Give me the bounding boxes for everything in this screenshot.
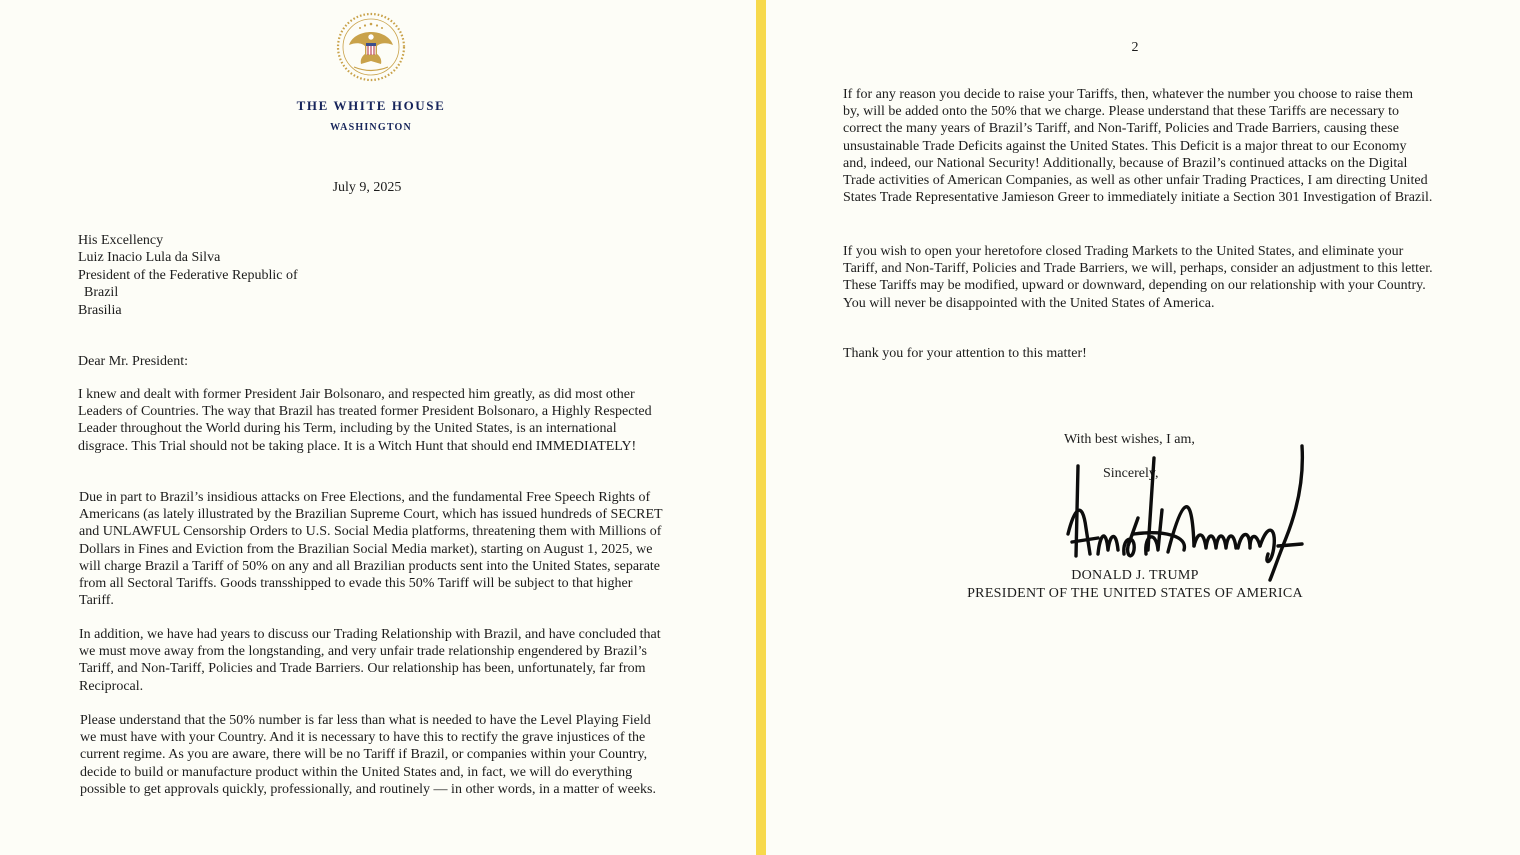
- signer-name: DONALD J. TRUMP: [1071, 568, 1199, 583]
- body-paragraph: In addition, we have had years to discuss our Trading Relationship with Brazil, and have concluded that we must move away from the longstanding, and very unfair trade relationship engendered by Brazil’s Tariff, and Non-Tariff, Policies and Trade Barriers. Our relationship has been, unfortunately, far from Reciprocal.: [79, 627, 661, 694]
- handwritten-signature: [1064, 438, 1312, 588]
- closing-thanks: Thank you for your attention to this matter!: [843, 346, 1087, 361]
- recipient-line-5: Brasilia: [78, 302, 122, 318]
- body-paragraph: Please understand that the 50% number is far less than what is needed to have the Level Playing Field we must have with your Country. And it is necessary to have this to rectify the grave injustices of the current regime. As you are aware, there will be no Tariff if Brazil, or companies within your Country, decide to build or manufacture product within the United States and, in fact, we will do everything possible to get approvals quickly, professionally, and routinely — in other words, in a matter of weeks.: [80, 713, 656, 797]
- recipient-line-2: Luiz Inacio Lula da Silva: [78, 250, 221, 266]
- letterhead-subtitle: WASHINGTON: [330, 122, 412, 133]
- salutation: Dear Mr. President:: [78, 354, 189, 369]
- page-number: 2: [1131, 40, 1139, 55]
- recipient-address: [78, 232, 298, 319]
- closing-wishes: With best wishes, I am,: [1064, 432, 1195, 447]
- recipient-line-4: Brazil: [84, 285, 119, 301]
- page-divider: [756, 0, 766, 855]
- presidential-seal-icon: [336, 12, 406, 82]
- letter-page-2: [766, 0, 1520, 855]
- letter-page-1: [0, 0, 756, 855]
- letterhead-title: THE WHITE HOUSE: [296, 98, 446, 113]
- recipient-line-1: His Excellency: [78, 233, 164, 248]
- closing-sincerely: Sincerely,: [1103, 466, 1159, 481]
- letter-date: July 9, 2025: [332, 180, 402, 195]
- body-paragraph: I knew and dealt with former President Jair Bolsonaro, and respected him greatly, as did most other Leaders of Countries. The way that Brazil has treated former President Bolsonaro, a Highly Respected Leader throughout the World during his Term, including by the United States, is an international disgrace. This Trial should not be taking place. It is a Witch Hunt that should end IMMEDIATELY!: [78, 387, 652, 454]
- signer-title: PRESIDENT OF THE UNITED STATES OF AMERICA: [967, 586, 1303, 601]
- body-paragraph: If you wish to open your heretofore closed Trading Markets to the United States, and eliminate your Tariff, and Non-Tariff, Policies and Trade Barriers, we will, perhaps, consider an adjustment to this letter. These Tariffs may be modified, upward or downward, depending on our relationship with your Country. You will never be disappointed with the United States of America.: [843, 244, 1433, 311]
- body-paragraph: If for any reason you decide to raise your Tariffs, then, whatever the number you choose to raise them by, will be added onto the 50% that we charge. Please understand that these Tariffs are necessary to correct the many years of Brazil’s Tariff, and Non-Tariff, Policies and Trade Barriers, causing these unsustainable Trade Deficits against the United States. This Deficit is a major threat to our Economy and, indeed, our National Security! Additionally, because of Brazil’s continued attacks on the Digital Trade activities of American Companies, as well as other unfair Trading Practices, I am directing United States Trade Representative Jamieson Greer to immediately initiate a Section 301 Investigation of Brazil.: [843, 87, 1433, 206]
- recipient-line-3: President of the Federative Republic of: [78, 267, 298, 283]
- body-paragraph: Due in part to Brazil’s insidious attacks on Free Elections, and the fundamental Free Speech Rights of Americans (as lately illustrated by the Brazilian Supreme Court, which has issued hundreds of SECRET and UNLAWFUL Censorship Orders to U.S. Social Media platforms, threatening them with Millions of Dollars in Fines and Eviction from the Brazilian Social Media market), starting on August 1, 2025, we will charge Brazil a Tariff of 50% on any and all Brazilian products sent into the United States, separate from all Sectoral Tariffs. Goods transshipped to evade this 50% Tariff will be subject to that higher Tariff.: [79, 490, 663, 609]
